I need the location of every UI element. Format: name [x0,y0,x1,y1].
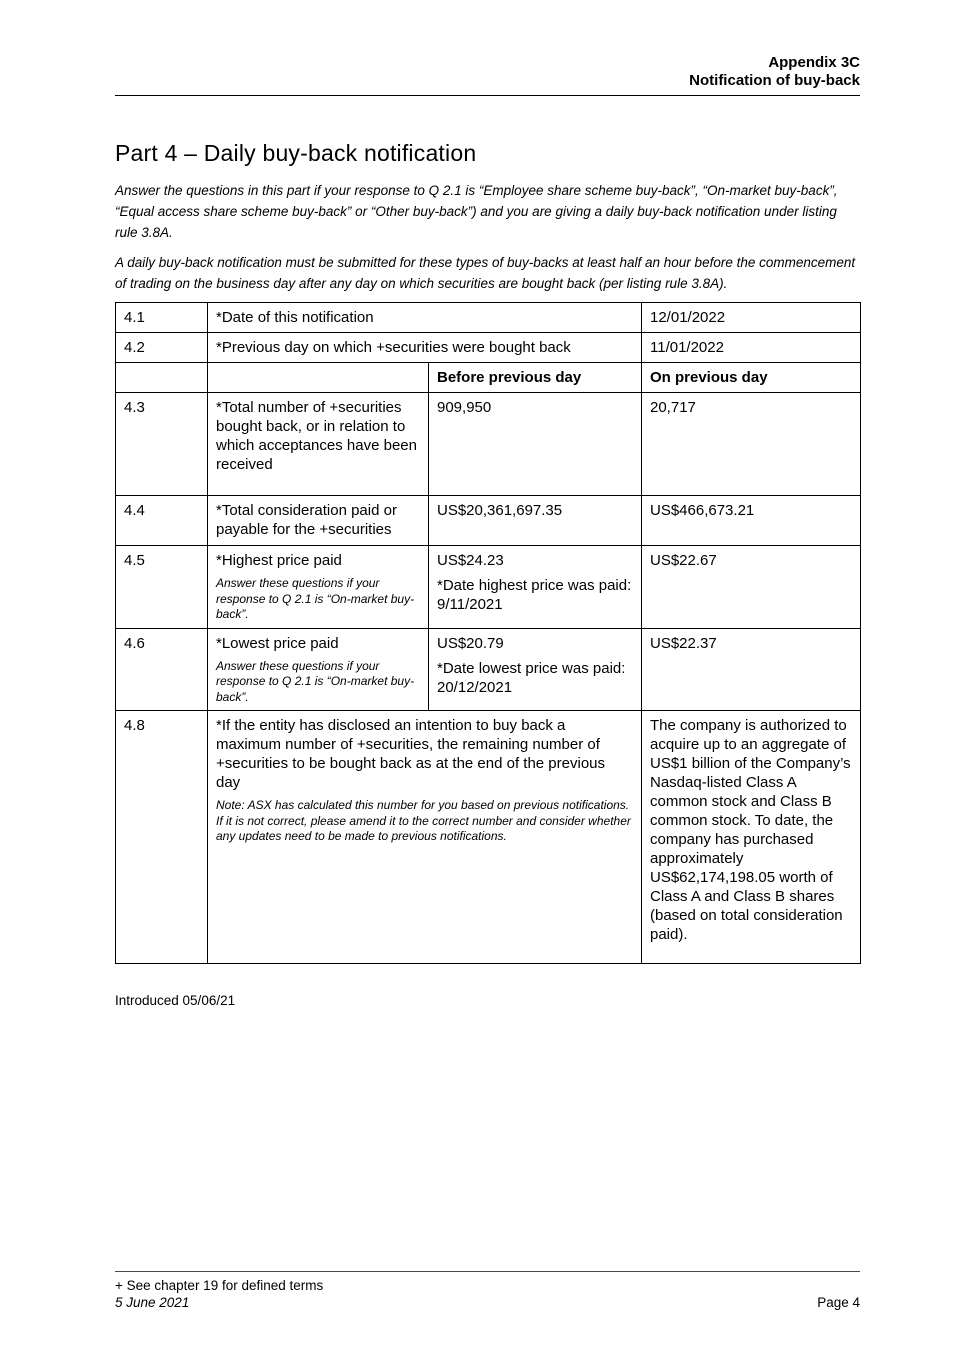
row-label-text: *Lowest price paid [216,634,339,652]
empty-cell [116,363,208,393]
defined-terms-note: + See chapter 19 for defined terms [115,1278,324,1293]
value-price-date: *Date lowest price was paid: 20/12/2021 [437,659,626,696]
table-row-4-5 [116,546,861,629]
header-rule [115,95,860,96]
row-number: 4.2 [116,333,208,363]
row-label [208,546,429,629]
table-row-4-2 [116,333,861,363]
row-number: 4.4 [116,496,208,546]
row-label: *Total consideration paid or payable for the +securities [208,496,429,546]
table-row-4-6 [116,628,861,711]
row-label-note: Answer these questions if your response to Q 2.1 is “On-market buy-back”. [216,658,415,704]
footer-date: 5 June 2021 [115,1295,190,1310]
row-label: *Previous day on which +securities were bought back [208,333,642,363]
part-title: Part 4 – Daily buy-back notification [115,140,477,166]
row-value-on: 20,717 [642,393,861,496]
row-value-before [429,546,642,629]
row-label: *Date of this notification [208,303,642,333]
table-row-4-8 [116,711,861,964]
empty-cell [208,363,429,393]
table-row-4-3 [116,393,861,496]
table-column-header-row [116,363,861,393]
row-value-before: US$20,361,697.35 [429,496,642,546]
value-price: US$24.23 [437,552,504,569]
row-number: 4.5 [116,546,208,629]
row-number: 4.8 [116,711,208,964]
table-row-4-4 [116,496,861,546]
intro-paragraph-2: A daily buy-back notification must be submitted for these types of buy-backs at least half an hour before the commencement of trading on the business day after any day on which securities are bought back (per listing rule 3.8A). [115,255,856,291]
document-subtitle: Notification of buy-back [689,72,860,89]
row-value-on: The company is authorized to acquire up to an aggregate of US$1 billion of the Company’s Nasdaq-listed Class A common stock and Class B common stock. To date, the company has purchased approximately US$62,174,198.05 worth of Class A and Class B shares (based on total consideration paid). [642,711,861,964]
value-price-date: *Date highest price was paid: 9/11/2021 [437,577,632,613]
page-content [115,0,860,1008]
row-value-on: US$22.67 [642,546,861,629]
row-label [208,628,429,711]
row-label-note: Note: ASX has calculated this number for you based on previous notifications. If it is not correct, please amend it to the correct number and consider whether any updates need to be made to previous notifications. [216,798,631,843]
row-number: 4.3 [116,393,208,496]
row-value-on: US$466,673.21 [642,496,861,546]
page-footer [115,1271,860,1311]
footer-left [115,1277,323,1311]
buyback-table [115,302,861,964]
row-label-note: Answer these questions if your response to Q 2.1 is “On-market buy-back”. [216,576,415,621]
row-label: *Total number of +securities bought back, or in relation to which acceptances have been received [208,393,429,496]
row-value-on: 11/01/2022 [642,333,861,363]
appendix-label: Appendix 3C [768,54,860,71]
row-label-text: *If the entity has disclosed an intention to buy back a maximum number of +securities, the remaining number of +securities to be bought back as at the end of the previous day [216,717,606,791]
row-number: 4.1 [116,303,208,333]
introduced-note: Introduced 05/06/21 [115,993,236,1008]
page-number: Page 4 [817,1295,860,1310]
footer-row [115,1277,860,1311]
row-value-before [429,628,642,711]
column-header-before: Before previous day [429,363,642,393]
row-value-on: 12/01/2022 [642,303,861,333]
row-label-text: *Highest price paid [216,552,342,569]
row-value-on: US$22.37 [642,628,861,711]
row-number: 4.6 [116,628,208,711]
value-price: US$20.79 [437,634,504,652]
table-row-4-1 [116,303,861,333]
intro-paragraphs [115,180,860,294]
column-header-on: On previous day [642,363,861,393]
row-label [208,711,642,964]
row-value-before: 909,950 [429,393,642,496]
intro-paragraph-1: Answer the questions in this part if your response to Q 2.1 is “Employee share scheme buy-back”, “On-market buy-back”, “Equal access share scheme buy-back” or “Other buy-back”) and you are giving a daily buy-back notification under listing rule 3.8A. [115,183,838,240]
document-header [115,0,860,90]
